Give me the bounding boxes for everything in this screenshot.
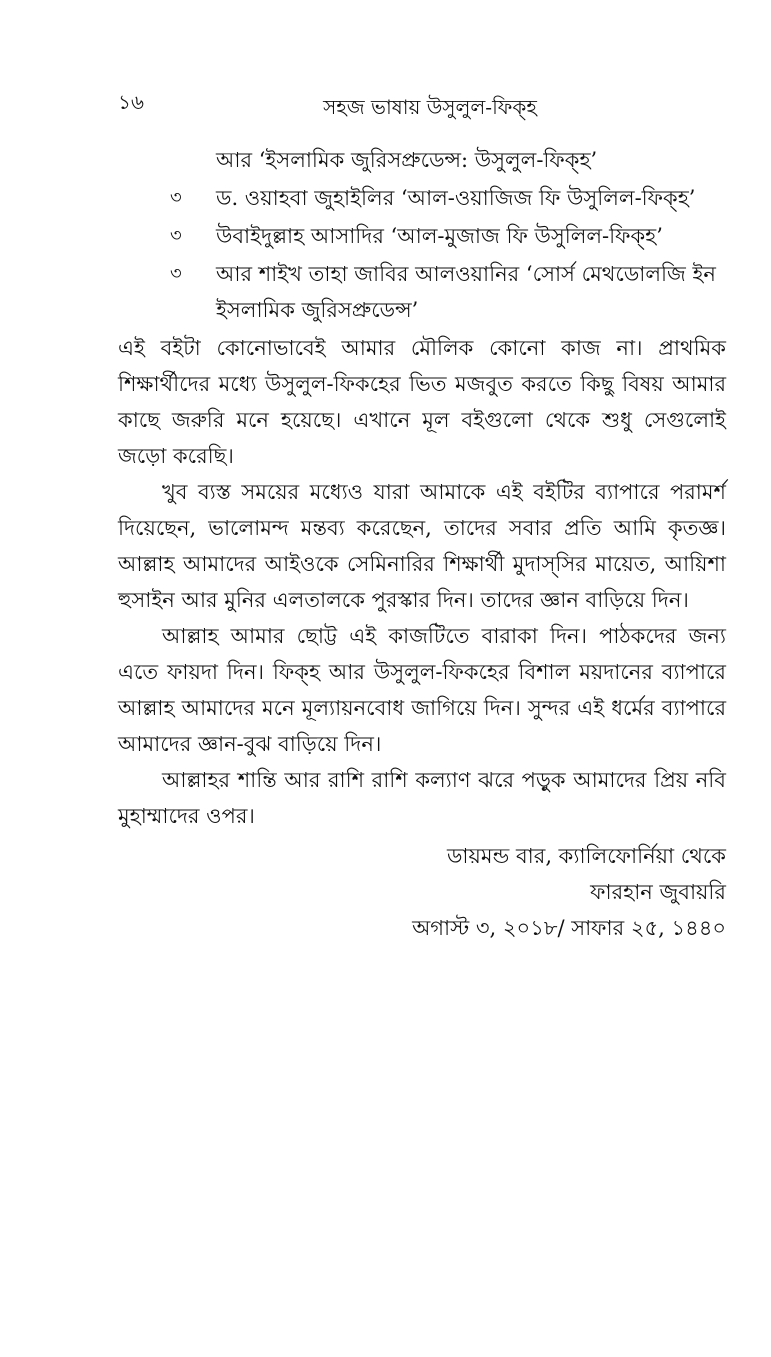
paragraph: আল্লাহর শান্তি আর রাশি রাশি কল্যাণ ঝরে পড়ুক আমাদের প্রিয় নবি মুহাম্মাদের ওপর। xyxy=(118,768,726,828)
signature-date: অগাস্ট ৩, ২০১৮/ সাফার ২৫, ১৪৪০ xyxy=(412,916,726,940)
paragraph: আল্লাহ আমার ছোট্ট এই কাজটিতে বারাকা দিন। পাঠকদের জন্য এতে ফায়দা দিন। ফিক্‌হ আর উসুলুল-ফিকহের বিশাল ময়দানের ব্যাপারে আল্লাহ আমাদের মনে মূল্যায়নবোধ জাগিয়ে দিন। সুন্দর এই ধর্মের ব্যাপারে আমাদের জ্ঞান-বুঝ বাড়িয়ে দিন। xyxy=(118,624,726,756)
bullet-ornament-icon: ৩ xyxy=(170,225,182,246)
reference-list xyxy=(118,180,726,328)
list-item-text: ড. ওয়াহবা জুহাইলির ‘আল-ওয়াজিজ ফি উসুলিল-ফিক্‌হ’ xyxy=(216,186,696,210)
list-item xyxy=(118,256,726,328)
signature-place: ডায়মন্ড বার, ক্যালিফোর্নিয়া থেকে xyxy=(446,844,726,868)
bullet-ornament-icon: ৩ xyxy=(170,263,182,284)
list-item xyxy=(118,180,726,216)
paragraph: এই বইটা কোনোভাবেই আমার মৌলিক কোনো কাজ না। প্রাথমিক শিক্ষার্থীদের মধ্যে উসুলুল-ফিকহের ভিত মজবুত করতে কিছু বিষয় আমার কাছে জরুরি মনে হয়েছে। এখানে মূল বইগুলো থেকে শুধু সেগুলোই জড়ো করেছি। xyxy=(118,336,726,468)
list-item-text: আর শাইখ তাহা জাবির আলওয়ানির ‘সোর্স মেথডোলজি ইন ইসলামিক জুরিসপ্রুডেন্স’ xyxy=(216,262,716,322)
paragraph: খুব ব্যস্ত সময়ের মধ্যেও যারা আমাকে এই বইটির ব্যাপারে পরামর্শ দিয়েছেন, ভালোমন্দ মন্তব্য করেছেন, তাদের সবার প্রতি আমি কৃতজ্ঞ। আল্লাহ আমাদের আইওকে সেমিনারির শিক্ষার্থী মুদাস্‌সির মায়েত, আয়িশা হুসাইন আর মুনির এলতালকে পুরস্কার দিন। তাদের জ্ঞান বাড়িয়ে দিন। xyxy=(118,480,726,612)
page-body xyxy=(118,142,726,946)
signature-block xyxy=(118,838,726,946)
running-title: সহজ ভাষায় উসুলুল-ফিক্‌হ xyxy=(323,95,537,119)
signature-author: ফারহান জুবায়রি xyxy=(590,880,726,904)
list-item xyxy=(118,218,726,254)
bullet-ornament-icon: ৩ xyxy=(170,187,182,208)
page-number: ১৬ xyxy=(118,90,144,114)
list-continuation: আর ‘ইসলামিক জুরিসপ্রুডেন্স: উসুলুল-ফিক্‌হ’ xyxy=(216,148,598,172)
list-item-text: উবাইদুল্লাহ আসাদির ‘আল-মুজাজ ফি উসুলিল-ফিক্‌হ’ xyxy=(216,224,663,248)
